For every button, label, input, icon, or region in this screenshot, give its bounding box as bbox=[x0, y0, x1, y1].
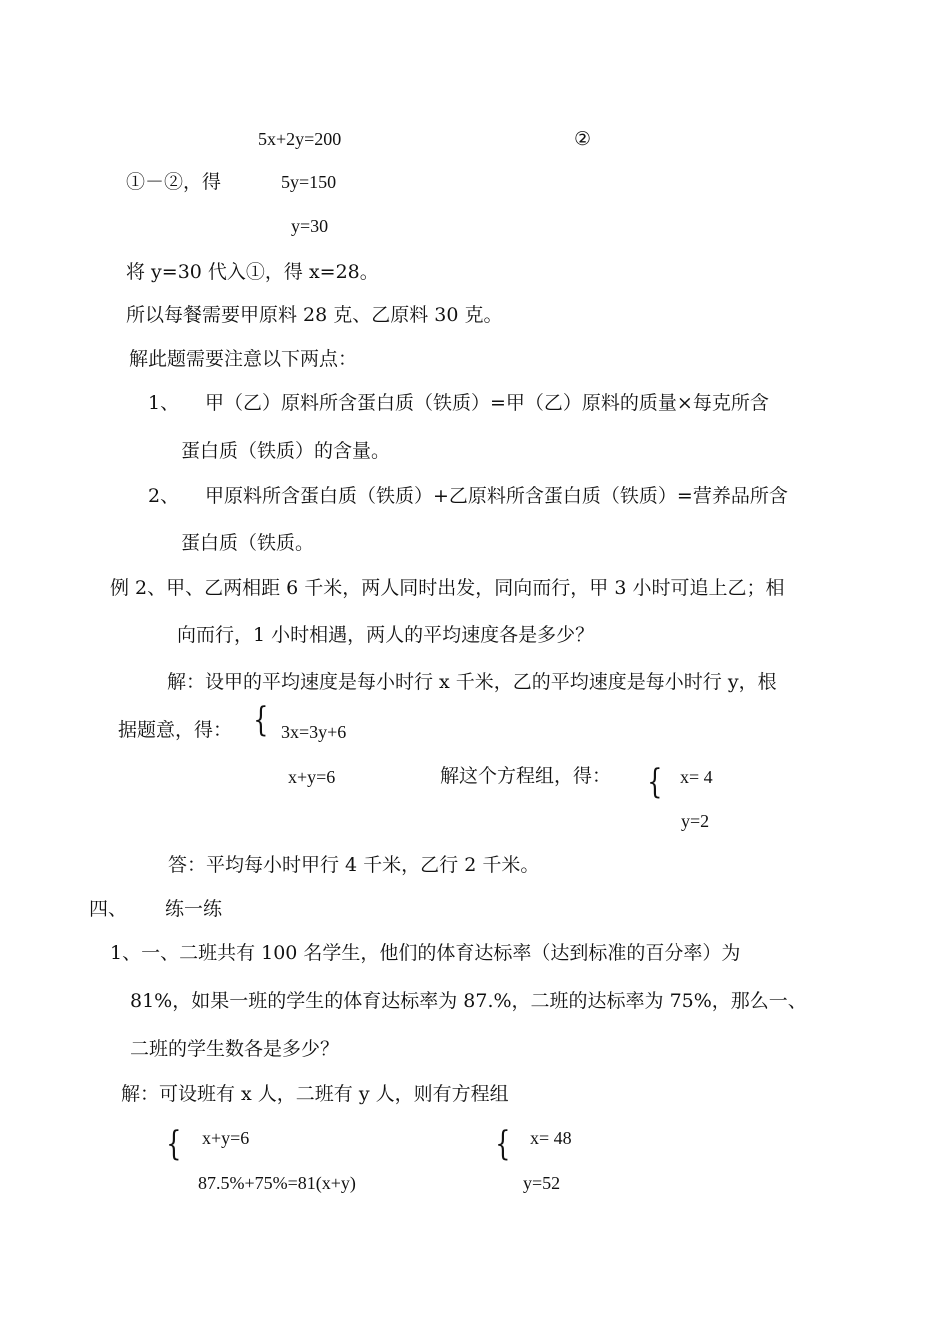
solution-brace-icon: { bbox=[647, 762, 663, 802]
note-2-number: 2、 bbox=[148, 485, 180, 507]
example-2-solution-line-1: 解：设甲的平均速度是每小时行 x 千米，乙的平均速度是每小时行 y，根 bbox=[167, 671, 777, 693]
practice-1-question-line-3: 二班的学生数各是多少？ bbox=[130, 1038, 340, 1060]
subtract-step: ①－②，得 bbox=[126, 171, 222, 193]
equation-2: 5x+2y=200 bbox=[258, 129, 342, 149]
system-brace-icon: { bbox=[253, 700, 269, 740]
equation-label-2: ② bbox=[574, 128, 592, 150]
equation-y: y=30 bbox=[291, 216, 329, 236]
practice-solution-brace-icon: { bbox=[495, 1124, 511, 1164]
solve-text: 解这个方程组，得： bbox=[440, 765, 612, 787]
conclusion: 所以每餐需要甲原料 28 克、乙原料 30 克。 bbox=[126, 304, 503, 326]
note-2-line-1: 甲原料所含蛋白质（铁质）+乙原料所含蛋白质（铁质）=营养品所含 bbox=[205, 485, 788, 507]
example-2-solution-line-2: 据题意，得： bbox=[118, 719, 233, 741]
practice-1-question-line-1: 1、一、二班共有 100 名学生，他们的体育达标率（达到标准的百分率）为 bbox=[110, 942, 741, 964]
notes-intro: 解此题需要注意以下两点： bbox=[129, 348, 358, 370]
example-2-answer: 答：平均每小时甲行 4 千米，乙行 2 千米。 bbox=[168, 854, 540, 876]
note-1-number: 1、 bbox=[148, 392, 180, 414]
equation-5y: 5y=150 bbox=[281, 172, 337, 192]
practice-system-equation-2: 87.5%+75%=81(x+y) bbox=[198, 1173, 356, 1193]
example-2-question-line-2: 向而行，1 小时相遇，两人的平均速度各是多少？ bbox=[177, 624, 595, 646]
practice-solution-x: x= 48 bbox=[530, 1128, 572, 1148]
solution-y: y=2 bbox=[681, 811, 710, 831]
practice-system-brace-icon: { bbox=[166, 1124, 182, 1164]
solution-x: x= 4 bbox=[680, 767, 713, 787]
system-equation-2: x+y=6 bbox=[288, 767, 336, 787]
practice-system-equation-1: x+y=6 bbox=[202, 1128, 250, 1148]
note-1-line-2: 蛋白质（铁质）的含量。 bbox=[181, 440, 391, 462]
section-number: 四、 bbox=[89, 898, 128, 920]
system-equation-1: 3x=3y+6 bbox=[281, 722, 347, 742]
practice-1-solution: 解：可设班有 x 人，二班有 y 人，则有方程组 bbox=[121, 1083, 509, 1105]
section-title: 练一练 bbox=[165, 898, 223, 920]
example-2-question-line-1: 例 2、甲、乙两相距 6 千米，两人同时出发，同向而行，甲 3 小时可追上乙；相 bbox=[110, 577, 785, 599]
substitute-step: 将 y=30 代入①，得 x=28。 bbox=[126, 261, 379, 283]
practice-solution-y: y=52 bbox=[523, 1173, 561, 1193]
note-1-line-1: 甲（乙）原料所含蛋白质（铁质）=甲（乙）原料的质量×每克所含 bbox=[205, 392, 769, 414]
note-2-line-2: 蛋白质（铁质。 bbox=[181, 532, 315, 554]
practice-1-question-line-2: 81%，如果一班的学生的体育达标率为 87.%，二班的达标率为 75%，那么一、 bbox=[130, 990, 807, 1012]
